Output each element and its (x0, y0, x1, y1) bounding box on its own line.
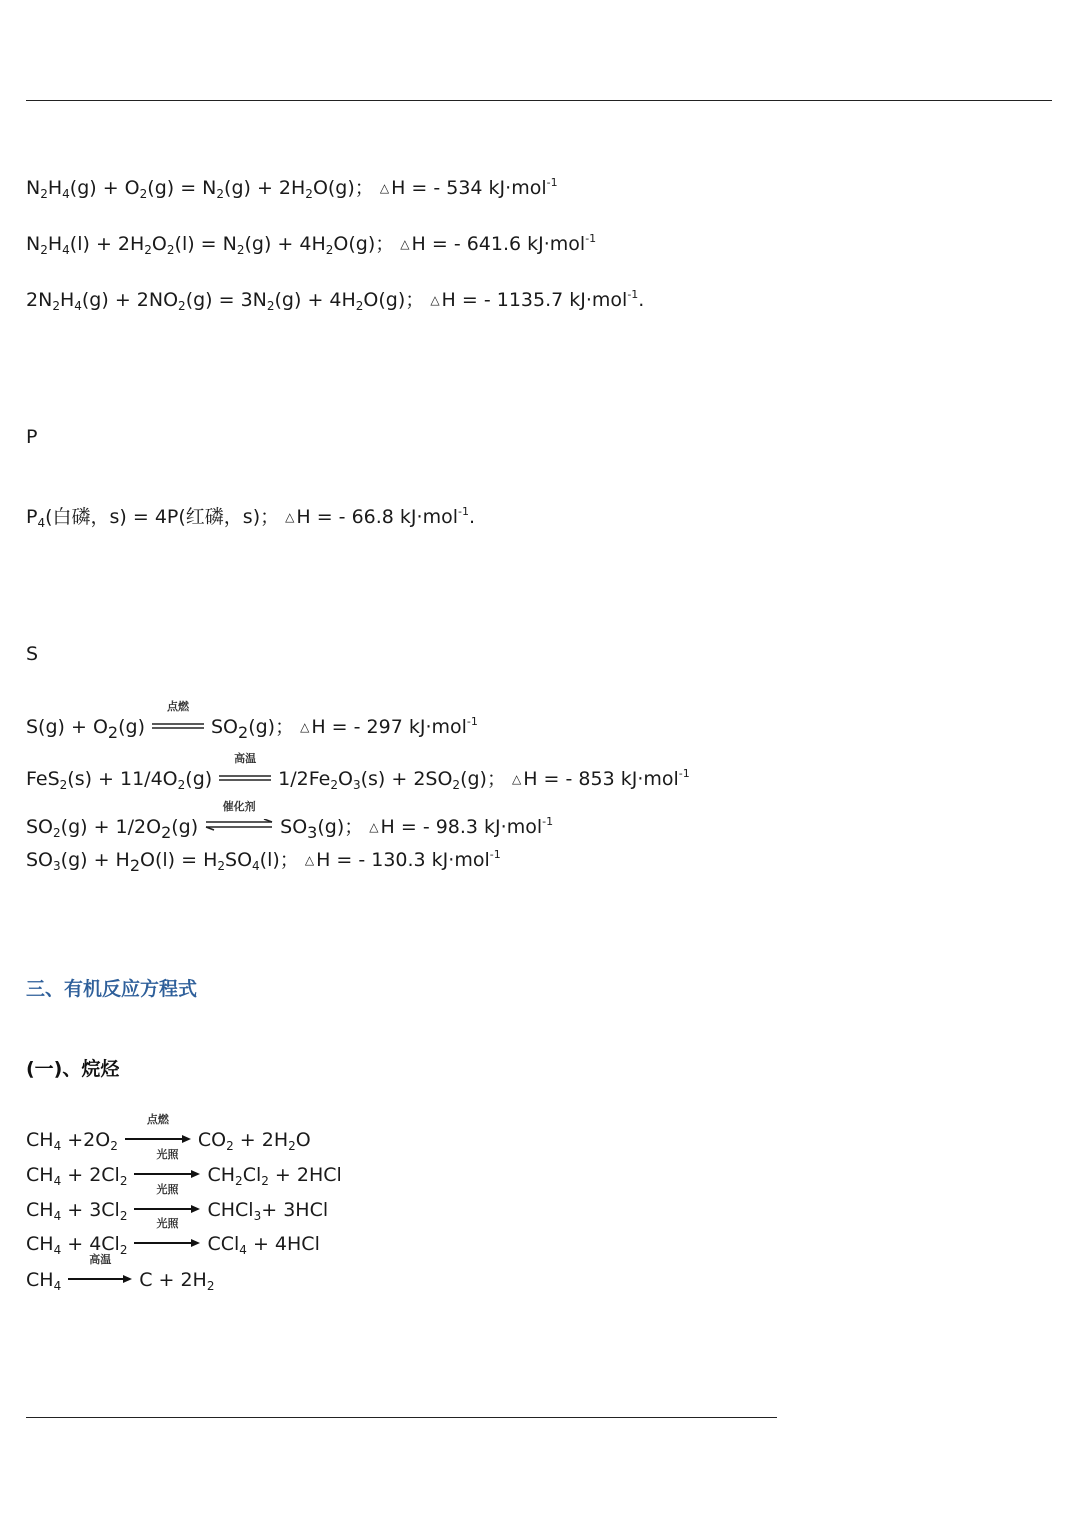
equation-so2-oxidation: $SO_2(g) + 1/2O_2(g)$ 催化剂 $SO_3(g)$； △ H = - 98.3 kJ·mol$^{-1}$ (26, 800, 554, 842)
equals-arrow-icon: 高温 (234, 752, 257, 765)
equation-ch4-chlorination-3: $CH_4 + 3Cl_2$ 光照 CHCl$_3$+ 3HCl (26, 1183, 329, 1223)
delta-icon: △ (430, 293, 440, 307)
reaction-arrow-icon: 光照 (133, 1157, 201, 1179)
reaction-arrow-icon: 光照 (133, 1226, 201, 1248)
delta-icon: △ (369, 820, 379, 834)
top-rule (26, 100, 1052, 101)
equals-arrow-icon: 点燃 (166, 700, 189, 713)
reversible-arrow-icon: 催化剂 (204, 809, 274, 831)
bottom-rule (26, 1417, 777, 1418)
reaction-arrow-icon: 点燃 (124, 1122, 192, 1144)
equation-so3-water: $SO_3(g) + H_2O(l) = H_2SO_4(l)$； △ H = - 130.3 kJ·mol$^{-1}$ (26, 848, 501, 875)
reaction-arrow-icon: 光照 (133, 1192, 201, 1214)
reaction-arrow-icon: 高温 (67, 1262, 133, 1284)
section-title-s: S (26, 643, 39, 665)
equation-ch4-chlorination-4: $CH_4 + 4Cl_2$ 光照 CCl$_4$ + 4HCl (26, 1217, 320, 1257)
equation-n2h4-h2o2: $N_2H_4(l) + 2H_2O_2(l) = N_2(g) + 4H_2O(g)$； △ H = - 641.6 kJ·mol$^{-1}$ (26, 232, 597, 257)
section-title-p: P (26, 426, 38, 448)
equation-n2h4-no2: $2N_2H_4(g) + 2NO_2(g) = 3N_2(g) + 4H_2O(g)$； △ H = - 1135.7 kJ·mol$^{-1}$. (26, 288, 645, 313)
equation-ch4-combustion: $CH_4 +2O_2$ 点燃 $CO_2 + 2H_2O$ (26, 1113, 311, 1153)
delta-icon: △ (512, 772, 522, 786)
delta-icon: △ (379, 181, 390, 195)
equation-phosphorus: $P_4$(白磷，s) = 4P(红磷，s)； △ H = - 66.8 kJ·mol$^{-1}$. (26, 505, 475, 530)
equation-ch4-decomposition: $CH_4$ 高温 $C + 2H_2$ (26, 1253, 215, 1293)
delta-icon: △ (400, 237, 410, 251)
equation-fes2: $FeS_2(s) + 11/4O_2(g)$ 高温 $1/2Fe_2O_3(s) + 2SO_2(g)$； △ H = - 853 kJ·mol$^{-1}$ (26, 752, 690, 792)
delta-icon: △ (300, 720, 310, 734)
delta-icon: △ (285, 510, 295, 524)
equation-ch4-chlorination-2: $CH_4 + 2Cl_2$ 光照 $CH_2Cl_2 + 2HCl$ (26, 1148, 342, 1188)
organic-heading: 三、有机反应方程式 (26, 978, 198, 1000)
alkane-subheading: (一)、烷烃 (26, 1058, 120, 1080)
delta-icon: △ (304, 853, 315, 867)
equation-n2h4-o2: $N_2H_4(g) + O_2(g) = N_2(g) + 2H_2O(g)$； △ H = - 534 kJ·mol$^{-1}$ (26, 176, 558, 201)
equation-s-combustion: $S(g) + O_2(g)$ 点燃 $SO_2(g)$； △ H = - 297 kJ·mol$^{-1}$ (26, 700, 478, 742)
